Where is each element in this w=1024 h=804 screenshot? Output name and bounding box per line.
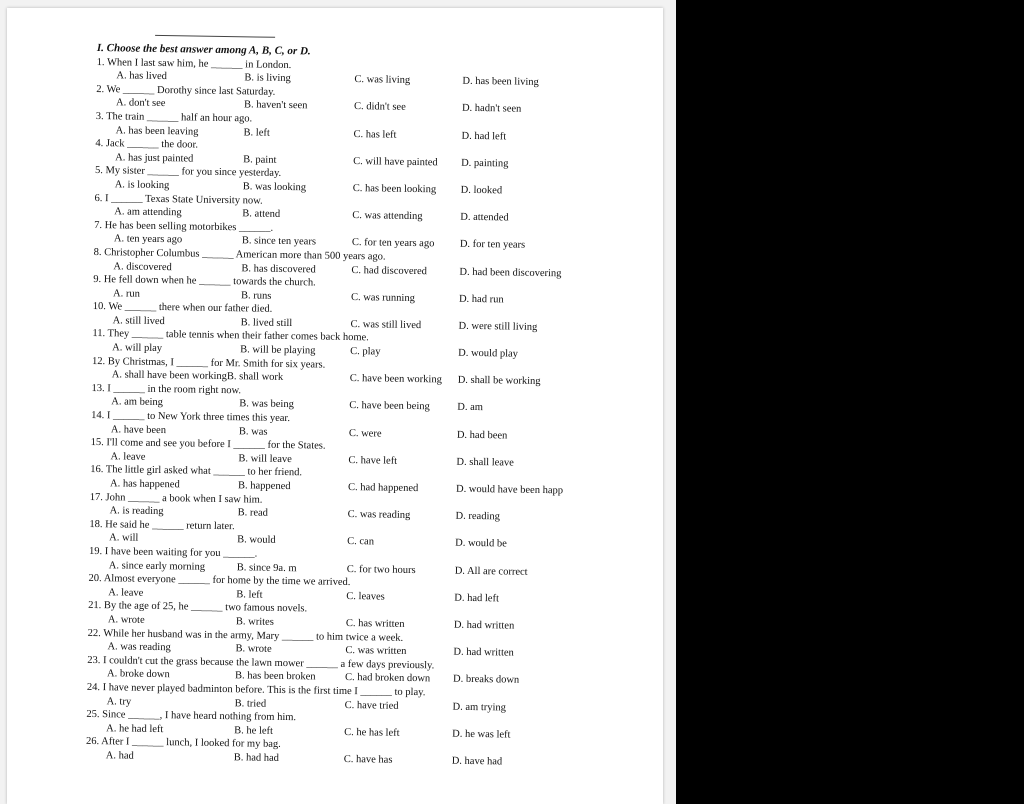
question-stem: 3. The train ______ half an hour ago. (95, 110, 253, 125)
option-d: D. for ten years (459, 239, 526, 252)
option-b: B. he left (234, 724, 274, 737)
option-b: B. was looking (242, 181, 307, 194)
option-c: C. was still lived (350, 318, 422, 332)
option-d: D. were still living (458, 320, 538, 333)
option-d: D. attended (460, 211, 509, 224)
option-b: B. happened (237, 480, 291, 493)
option-c: C. will have painted (353, 155, 438, 169)
question-stem: 14. I ______ to New York three times this year. (91, 409, 291, 425)
option-b: B. haven't seen (243, 99, 308, 112)
option-d: D. reading (455, 510, 501, 523)
option-a: A. is reading (109, 505, 164, 518)
question-stem: 20. Almost everyone ______ for home by the time we arrived. (88, 573, 351, 589)
option-d: D. am trying (452, 701, 507, 714)
option-d: D. would have been happ (455, 483, 564, 497)
option-a: A. since early morning (108, 559, 206, 573)
question-stem: 5. My sister ______ for you since yesterday. (94, 165, 282, 180)
question-stem: 21. By the age of 25, he ______ two famous novels. (88, 600, 308, 615)
option-b: B. has discovered (241, 262, 316, 275)
worksheet-page (7, 8, 663, 804)
option-d: D. had been (456, 429, 508, 442)
option-c: C. were (348, 427, 382, 440)
question-list (86, 56, 597, 771)
option-a: A. try (106, 695, 132, 708)
option-b: B. lived still (240, 317, 293, 329)
question-stem: 11. They ______ table tennis when their father comes back home. (92, 328, 369, 344)
option-a: A. will play (112, 342, 163, 355)
option-d: D. All are correct (454, 565, 528, 578)
option-a: A. has just painted (115, 152, 194, 165)
option-d: D. has been living (462, 75, 539, 89)
option-a: A. has lived (116, 70, 168, 83)
question-stem: 22. While her husband was in the army, Mary ______ to him twice a week. (87, 627, 404, 644)
option-d: D. am (457, 402, 484, 414)
option-c: C. he has left (344, 726, 400, 739)
option-c: C. was running (350, 291, 415, 304)
option-c: C. have tried (344, 699, 399, 712)
option-a: A. am being (111, 396, 164, 409)
option-c: C. had discovered (351, 264, 428, 277)
option-a: A. has happened (109, 478, 180, 491)
option-b: B. tried (234, 697, 267, 710)
option-b: B. is living (244, 72, 291, 85)
question-stem: 25. Since ______, I have heard nothing from him. (86, 709, 297, 724)
option-b: B. wrote (235, 643, 272, 655)
question-stem: 26. After I ______ lunch, I looked for my bag. (85, 736, 281, 751)
option-c: C. has left (353, 128, 397, 141)
option-b: B. would (237, 534, 276, 547)
option-d: D. breaks down (452, 673, 520, 687)
option-a: A. will (109, 532, 139, 545)
option-d: D. looked (460, 184, 503, 197)
option-c: C. didn't see (353, 101, 406, 114)
question-stem: 12. By Christmas, I ______ for Mr. Smith for six years. (91, 355, 326, 371)
option-a: A. don't see (115, 97, 166, 110)
option-b: B. since 9a. m (236, 561, 297, 574)
option-a: A. have been (110, 423, 167, 436)
option-c: C. leaves (346, 590, 385, 603)
option-c: C. have left (348, 454, 398, 467)
option-a: A. he had left (106, 722, 164, 735)
option-c: C. can (347, 536, 375, 548)
option-a: A. discovered (113, 260, 172, 273)
option-c: C. have has (343, 753, 393, 766)
option-b: B. writes (235, 616, 274, 628)
option-b: B. left (236, 589, 263, 601)
option-d: D. had written (453, 619, 515, 632)
option-d: D. would be (455, 538, 507, 550)
option-d: D. shall be working (457, 374, 541, 388)
option-c: C. was reading (347, 509, 411, 522)
option-a: A. is looking (114, 179, 170, 192)
option-c: C. was attending (352, 210, 423, 223)
option-c: C. have been being (349, 400, 430, 413)
question-stem: 24. I have never played badminton before. This is the first time I ______ to play. (86, 681, 426, 699)
heading-rule (155, 35, 275, 38)
exercise-heading: I. Choose the best answer among A, B, C, or D. (96, 42, 311, 58)
option-b: B. left (243, 126, 270, 139)
option-a: A. was reading (107, 641, 171, 654)
question-stem: 19. I have been waiting for you ______. (88, 545, 258, 560)
option-a: A. broke down (106, 668, 170, 681)
question-stem: 10. We ______ there when our father died. (92, 301, 273, 316)
question-stem: 17. John ______ a book when I saw him. (89, 491, 263, 506)
option-b: B. had had (233, 752, 280, 764)
option-a: A. run (112, 287, 140, 300)
question-stem: 23. I couldn't cut the grass because the lawn mower ______ a few days previously. (87, 654, 435, 672)
question-stem: 16. The little girl asked what ______ to her friend. (90, 464, 303, 479)
option-b: B. will be playing (240, 344, 316, 357)
question-stem: 15. I'll come and see you before I ______ for the States. (90, 437, 326, 452)
question-stem: 9. He fell down when he ______ towards the church. (93, 274, 316, 289)
option-c: C. play (350, 346, 381, 358)
option-d: D. had been discovering (459, 266, 562, 279)
question-stem: 6. I ______ Texas State University now. (94, 192, 263, 207)
question-stem: 2. We ______ Dorothy since last Saturday. (96, 83, 276, 98)
question-stem: 7. He has been selling motorbikes ______. (94, 219, 274, 234)
option-b: B. paint (243, 154, 277, 166)
option-a: A. ten years ago (113, 233, 183, 246)
option-d: D. hadn't seen (461, 103, 522, 116)
option-c: C. for two hours (346, 563, 416, 576)
option-a: A. am attending (114, 206, 182, 219)
option-d: D. had left (454, 592, 500, 605)
option-a: A. leave (110, 451, 146, 463)
option-c: C. have been working (349, 373, 442, 386)
exercise-sheet (86, 42, 597, 770)
option-c: C. has written (345, 617, 405, 630)
option-b: B. was (238, 425, 268, 438)
option-b: B. runs (240, 289, 272, 302)
option-c: C. had happened (347, 481, 419, 495)
option-b: B. since ten years (241, 235, 317, 248)
option-d: D. had left (461, 130, 507, 143)
question-stem: 4. Jack ______ the door. (95, 138, 199, 151)
option-a: A. still lived (112, 315, 165, 327)
option-d: D. he was left (452, 728, 511, 741)
option-d: D. had run (458, 293, 504, 306)
option-a: A. wrote (107, 614, 145, 626)
option-c: C. was written (345, 645, 407, 658)
option-a: A. had (105, 750, 134, 762)
question-stem: 8. Christopher Columbus ______ American more than 500 years ago. (93, 246, 386, 263)
option-b: B. will leave (238, 453, 292, 465)
option-d: D. shall leave (456, 456, 514, 469)
option-b: B. read (237, 507, 269, 519)
question-stem: 1. When I last saw him, he ______ in London. (96, 56, 292, 71)
option-b: B. was being (239, 398, 294, 411)
option-c: C. has been looking (352, 182, 437, 196)
option-b: B. attend (242, 208, 281, 221)
question-stem: 18. He said he ______ return later. (89, 518, 235, 533)
question-stem: 13. I ______ in the room right now. (91, 382, 242, 397)
option-a: A. leave (108, 586, 144, 599)
option-a: A. has been leaving (115, 124, 199, 138)
option-d: D. painting (461, 157, 509, 170)
option-b: B. has been broken (234, 670, 316, 683)
option-d: D. have had (451, 755, 503, 768)
option-a: A. shall have been workingB. shall work (111, 369, 284, 384)
option-c: C. was living (354, 74, 411, 87)
option-d: D. had written (453, 646, 514, 659)
option-d: D. would play (458, 347, 519, 360)
option-c: C. for ten years ago (351, 237, 435, 250)
option-c: C. had broken down (344, 672, 431, 685)
